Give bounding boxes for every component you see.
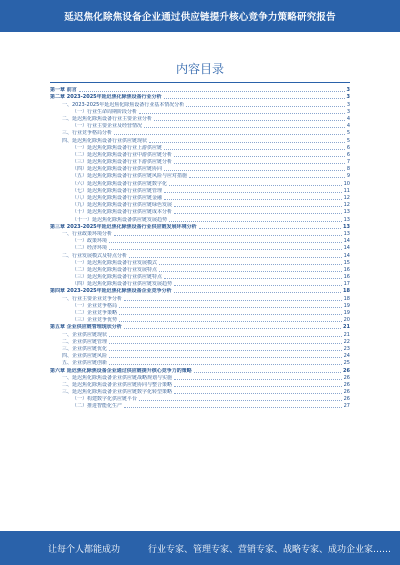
toc-entry[interactable]: [50, 244, 350, 251]
toc-entry-title: 三、行业竞争格局分析: [62, 130, 113, 137]
toc-leader-dots: [174, 163, 345, 164]
toc-entry[interactable]: [50, 108, 350, 115]
toc-entry-page: 17: [343, 281, 350, 288]
toc-entry-page: 26: [343, 389, 350, 396]
toc-entry-title: （七）延迟焦化除焦设备行业供应链管理: [72, 187, 163, 194]
toc-entry-title: 一、2023-2025年延迟焦化除焦设备行业基本情况分析: [62, 101, 185, 108]
toc-entry-page: 19: [343, 310, 350, 316]
report-header: [0, 0, 400, 32]
toc-entry-page: 16: [343, 274, 350, 281]
toc-entry-page: 14: [343, 238, 350, 245]
toc-entry-title: （十）延迟焦化除焦设备行业供应链成本分析: [72, 209, 173, 216]
toc-entry[interactable]: [50, 122, 350, 129]
toc-entry-page: 13: [343, 230, 350, 237]
toc-leader-dots: [174, 292, 341, 293]
toc-entry-title: 三、企业供应链优化: [62, 345, 108, 352]
toc-entry[interactable]: [50, 187, 350, 194]
toc-entry[interactable]: [50, 158, 350, 165]
toc-entry[interactable]: [50, 374, 350, 381]
toc-entry-title: 第二章 2023-2025年延迟焦化除焦设备行业分析: [50, 94, 162, 101]
toc-entry-title: （四）延迟焦化除焦设备行业供应链发展趋势: [72, 281, 173, 288]
toc-entry-title: （二）经济环境: [72, 245, 108, 252]
toc-entry[interactable]: [50, 287, 350, 294]
toc-entry-page: 22: [343, 338, 350, 345]
toc-entry-page: 21: [343, 324, 350, 331]
toc-leader-dots: [164, 98, 345, 99]
toc-leader-dots: [164, 149, 345, 150]
toc-entry-page: 18: [343, 295, 350, 302]
toc-heading: 内容目录: [175, 62, 224, 76]
toc-leader-dots: [189, 177, 345, 178]
toc-divider: [50, 82, 350, 83]
toc-entry-page: 26: [343, 374, 350, 381]
toc-entry-title: （九）延迟焦化除焦设备行业供应链绿色发展: [72, 202, 173, 209]
toc-entry-page: 14: [343, 245, 350, 252]
toc-entry-title: 一、企业供应链现状: [62, 331, 108, 338]
toc-entry[interactable]: [50, 151, 350, 158]
toc-leader-dots: [159, 264, 342, 265]
toc-entry-page: 12: [343, 202, 350, 209]
toc-entry-title: （一）构建数字化供应链平台: [72, 396, 138, 403]
toc-entry[interactable]: [50, 115, 350, 122]
toc-entry-title: （三）延迟焦化除焦设备行业供应链特点: [72, 274, 163, 281]
toc-leader-dots: [174, 156, 345, 157]
toc-leader-dots: [174, 285, 342, 286]
toc-entry-page: 19: [343, 302, 350, 309]
table-of-contents: [50, 86, 350, 409]
toc-entry-title: 一、延迟焦化除焦设备企业供应链战略规划与实施: [62, 374, 173, 381]
toc-entry-page: 25: [343, 360, 350, 367]
toc-leader-dots: [114, 134, 345, 135]
toc-entry-page: 5: [346, 137, 350, 144]
toc-entry-page: 13: [343, 216, 350, 223]
toc-leader-dots: [109, 242, 342, 243]
toc-entry[interactable]: [50, 388, 350, 395]
toc-entry[interactable]: [50, 309, 350, 316]
toc-entry-page: 12: [343, 195, 350, 201]
toc-leader-dots: [174, 213, 342, 214]
toc-entry-title: （二）企业竞争策略: [72, 310, 118, 316]
toc-entry-page: 6: [346, 144, 350, 151]
toc-entry-page: 20: [343, 317, 350, 324]
toc-entry-page: 10: [343, 180, 350, 187]
toc-leader-dots: [199, 228, 341, 229]
toc-entry[interactable]: [50, 280, 350, 287]
toc-leader-dots: [174, 206, 342, 207]
toc-entry-title: 二、延迟焦化除焦设备行业主要企业分析: [62, 115, 153, 122]
toc-leader-dots: [139, 113, 345, 114]
toc-entry[interactable]: [50, 273, 350, 280]
toc-entry-title: 第六章 延迟焦化除焦设备企业通过供应链提升核心竞争力的策略: [50, 367, 192, 374]
toc-entry-page: 21: [343, 331, 350, 338]
toc-leader-dots: [174, 393, 342, 394]
toc-entry-title: 二、行业发展模式及特点分析: [62, 252, 128, 259]
toc-entry[interactable]: [50, 208, 350, 215]
toc-leader-dots: [164, 199, 342, 200]
toc-entry-page: 14: [343, 252, 350, 259]
toc-entry[interactable]: [50, 230, 350, 237]
toc-entry-title: 第三章 2023-2025年延迟焦化除焦设备行业供应链发展环境分析: [50, 223, 197, 230]
footer-tagline: 行业专家、管理专家、营销专家、战略专家、成功企业家……: [148, 545, 392, 555]
toc-leader-dots: [159, 271, 342, 272]
toc-entry-page: 9: [346, 173, 350, 180]
toc-entry-title: （一）行业主要企业及经营情况: [72, 123, 143, 130]
toc-entry-title: （二）延迟焦化除焦设备行业中游供应链分析: [72, 151, 173, 158]
toc-entry-page: 23: [343, 345, 350, 352]
toc-leader-dots: [169, 221, 342, 222]
toc-entry-title: （一）行业生命周期阶段分析: [72, 108, 138, 115]
toc-entry-page: 4: [346, 123, 350, 130]
toc-entry-page: 8: [346, 166, 350, 173]
toc-entry[interactable]: [50, 194, 350, 201]
toc-entry[interactable]: [50, 352, 350, 359]
toc-entry[interactable]: [50, 266, 350, 273]
toc-leader-dots: [109, 249, 342, 250]
toc-entry-page: 24: [343, 353, 350, 360]
toc-leader-dots: [124, 328, 341, 329]
toc-entry[interactable]: [50, 330, 350, 337]
toc-leader-dots: [186, 106, 345, 107]
toc-entry-page: 16: [343, 266, 350, 273]
toc-entry-title: （一）政策环境: [72, 238, 108, 245]
toc-entry[interactable]: [50, 366, 350, 373]
toc-entry-title: 四、企业供应链风险: [62, 353, 108, 360]
toc-entry-page: 13: [343, 223, 350, 230]
toc-entry-title: 二、企业供应链管理: [62, 338, 108, 345]
toc-entry[interactable]: [50, 223, 350, 230]
toc-entry-page: 3: [346, 108, 350, 115]
toc-leader-dots: [164, 278, 342, 279]
toc-leader-dots: [119, 314, 342, 315]
toc-leader-dots: [164, 192, 342, 193]
toc-entry-page: 3: [346, 101, 350, 108]
toc-entry[interactable]: [50, 86, 350, 93]
toc-entry[interactable]: [50, 237, 350, 244]
toc-leader-dots: [154, 120, 345, 121]
toc-leader-dots: [109, 343, 342, 344]
toc-leader-dots: [174, 379, 342, 380]
toc-entry-page: 6: [346, 151, 350, 158]
toc-entry-title: （四）延迟焦化除焦设备行业供应链协同: [72, 166, 163, 173]
toc-entry[interactable]: [50, 251, 350, 258]
toc-entry-title: 一、行业主要企业竞争分析: [62, 295, 123, 302]
toc-entry-title: （一）延迟焦化除焦设备行业发展模式: [72, 259, 158, 266]
toc-entry-page: 26: [343, 396, 350, 403]
toc-entry-title: （三）延迟焦化除焦设备行业下游供应链分析: [72, 159, 173, 166]
toc-entry-title: （一）延迟焦化除焦设备行业上游供应链: [72, 144, 163, 151]
toc-entry[interactable]: [50, 100, 350, 107]
toc-leader-dots: [109, 364, 342, 365]
toc-leader-dots: [124, 300, 342, 301]
toc-entry[interactable]: [50, 395, 350, 402]
toc-entry-title: 第一章 前言: [50, 87, 77, 94]
toc-entry[interactable]: [50, 201, 350, 208]
toc-entry[interactable]: [50, 179, 350, 186]
toc-entry[interactable]: [50, 259, 350, 266]
toc-entry-page: 3: [346, 94, 350, 101]
report-footer: [0, 531, 400, 565]
toc-entry-page: 11: [343, 187, 350, 194]
toc-entry-page: 26: [343, 381, 350, 388]
toc-leader-dots: [144, 127, 345, 128]
toc-leader-dots: [169, 185, 342, 186]
toc-leader-dots: [149, 142, 345, 143]
toc-entry-page: 13: [343, 209, 350, 216]
toc-entry[interactable]: [50, 144, 350, 151]
toc-entry-title: （二）延迟焦化除焦设备行业发展特点: [72, 266, 158, 273]
toc-leader-dots: [124, 407, 342, 408]
toc-entry-title: （八）延迟焦化除焦设备行业供应链金融: [72, 195, 163, 201]
toc-entry-title: （一）企业竞争格局: [72, 302, 118, 309]
toc-leader-dots: [119, 307, 342, 308]
report-title: 延迟焦化除焦设备企业通过供应链提升核心竞争力策略研究报告: [64, 12, 336, 23]
toc-entry-title: 四、延迟焦化除焦设备行业供应链现状: [62, 137, 148, 144]
toc-entry[interactable]: [50, 129, 350, 136]
toc-entry[interactable]: [50, 215, 350, 222]
toc-entry[interactable]: [50, 402, 350, 409]
toc-entry[interactable]: [50, 323, 350, 330]
toc-entry-page: 15: [343, 259, 350, 266]
toc-entry[interactable]: [50, 294, 350, 301]
toc-entry[interactable]: [50, 338, 350, 345]
toc-entry-title: （三）企业竞争优势: [72, 317, 118, 324]
toc-entry-title: （二）推进智能化生产: [72, 403, 123, 410]
toc-leader-dots: [109, 357, 342, 358]
toc-entry[interactable]: [50, 165, 350, 172]
toc-entry-title: 三、延迟焦化除焦设备企业供应链数字化转型策略: [62, 389, 173, 396]
toc-leader-dots: [109, 350, 342, 351]
toc-leader-dots: [79, 91, 345, 92]
footer-slogan: 让每个人都能成功: [48, 545, 121, 555]
toc-entry-page: 18: [343, 288, 350, 295]
toc-entry-page: 3: [346, 87, 350, 94]
toc-entry-title: 一、行业政策环境分析: [62, 230, 113, 237]
toc-entry-title: 第四章 2023-2025年延迟焦化除焦设备企业竞争分析: [50, 288, 172, 295]
toc-entry[interactable]: [50, 172, 350, 179]
toc-entry-title: 二、延迟焦化除焦设备企业供应链协同与整合策略: [62, 381, 173, 388]
toc-leader-dots: [194, 372, 341, 373]
toc-leader-dots: [109, 336, 342, 337]
toc-leader-dots: [174, 386, 342, 387]
toc-entry[interactable]: [50, 302, 350, 309]
toc-leader-dots: [164, 170, 345, 171]
toc-leader-dots: [114, 235, 342, 236]
toc-entry-page: 7: [346, 159, 350, 166]
toc-entry-title: 第五章 企业供应链管理现状分析: [50, 324, 122, 331]
toc-entry-title: （五）延迟焦化除焦设备行业供应链风险与应对措施: [72, 173, 188, 180]
toc-entry[interactable]: [50, 93, 350, 100]
toc-entry-page: 4: [346, 115, 350, 122]
toc-leader-dots: [119, 321, 342, 322]
toc-entry-page: 26: [343, 367, 350, 374]
toc-entry-title: 五、企业供应链创新: [62, 360, 108, 367]
toc-leader-dots: [129, 257, 342, 258]
toc-entry[interactable]: [50, 345, 350, 352]
toc-leader-dots: [139, 400, 342, 401]
toc-entry-page: 5: [346, 130, 350, 137]
toc-entry-page: 27: [343, 403, 350, 410]
toc-entry[interactable]: [50, 359, 350, 366]
toc-entry-title: （十一）延迟焦化除焦设备供应链发展趋势: [72, 216, 168, 223]
toc-entry[interactable]: [50, 136, 350, 143]
toc-entry[interactable]: [50, 381, 350, 388]
toc-entry[interactable]: [50, 316, 350, 323]
toc-entry-title: （六）延迟焦化除焦设备行业供应链数字化: [72, 180, 168, 187]
